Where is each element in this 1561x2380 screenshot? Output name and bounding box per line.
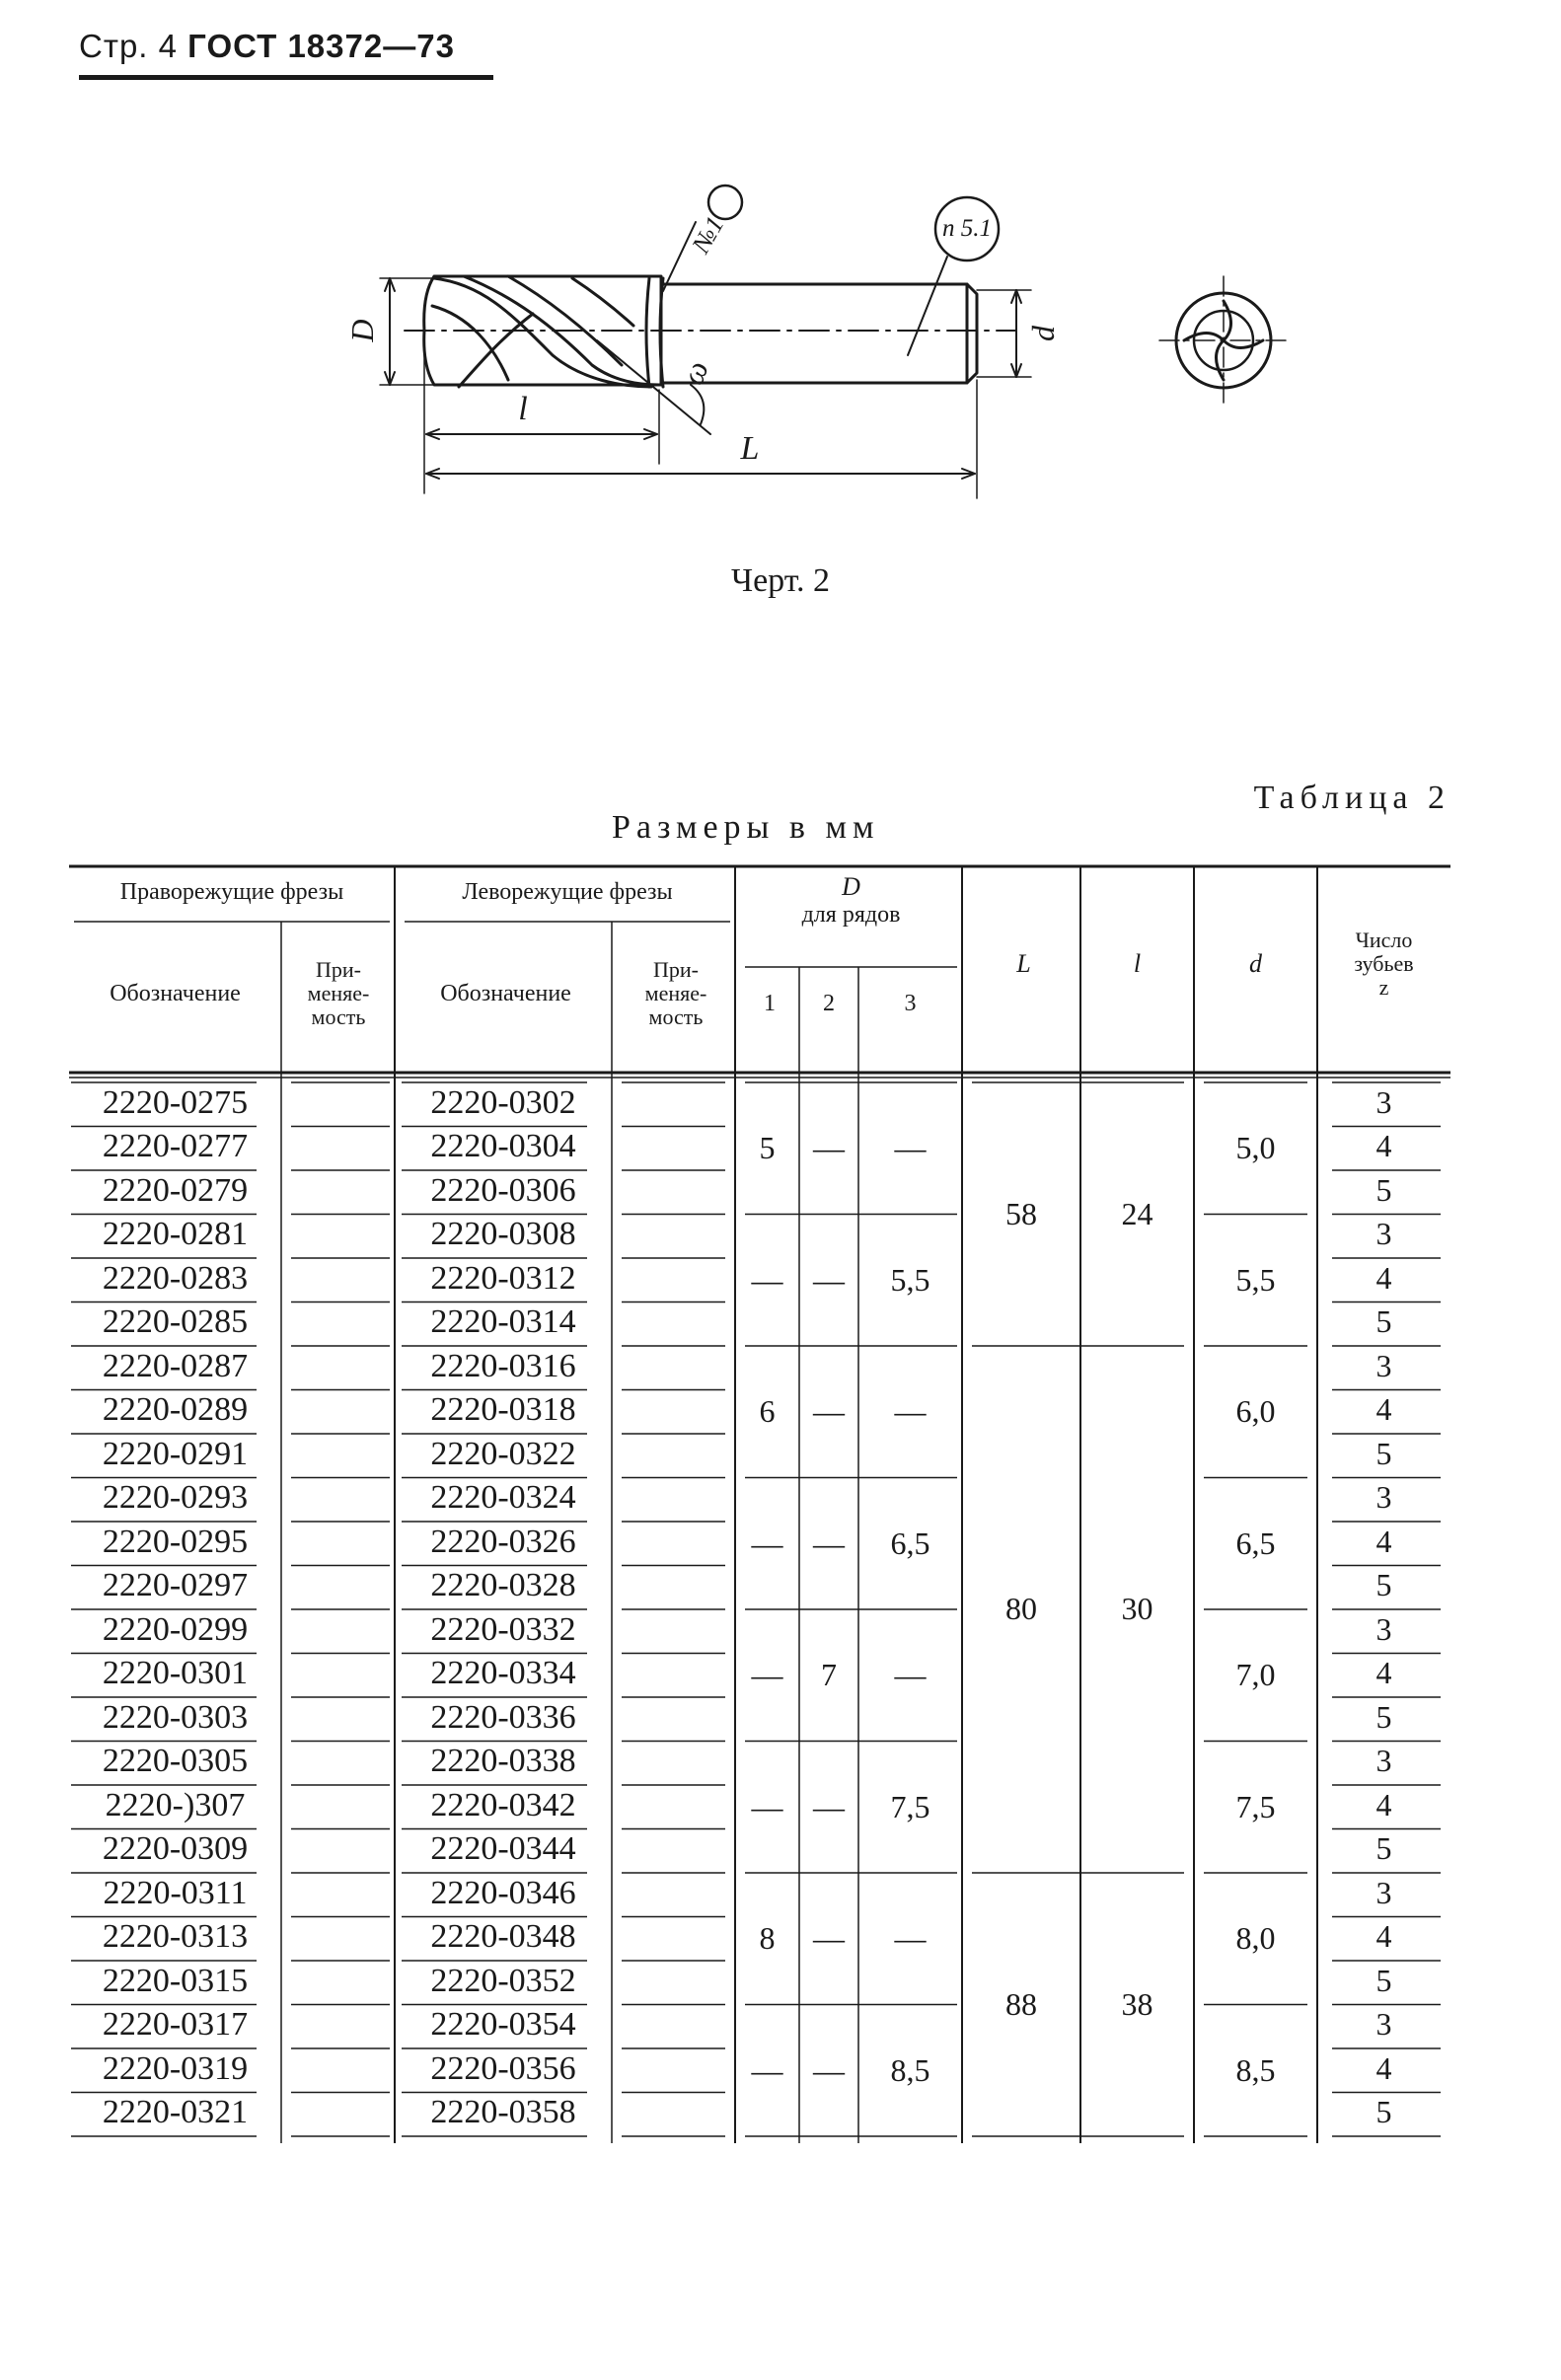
left-cutter-code: 2220-0324 — [430, 1479, 576, 1517]
label-marking: №1 — [686, 211, 730, 259]
left-cutter-code: 2220-0312 — [430, 1259, 576, 1297]
right-cutter-code: 2220-0285 — [102, 1303, 249, 1341]
series-1-value: — — [751, 1525, 783, 1561]
left-cutter-code: 2220-0358 — [430, 2094, 576, 2131]
right-cutter-code: 2220-0283 — [102, 1259, 249, 1297]
series-1-value: — — [751, 1261, 783, 1298]
teeth-count: 5 — [1375, 1830, 1392, 1867]
header-series-2: 2 — [823, 990, 835, 1016]
series-2-value: — — [813, 1525, 845, 1561]
shank-diameter: 7,5 — [1235, 1788, 1276, 1824]
right-cutter-code: 2220-0313 — [102, 1918, 249, 1956]
label-note: п 5.1 — [942, 215, 992, 243]
header-applicability-left: При- меняе- мость — [644, 956, 707, 1030]
teeth-count: 4 — [1375, 1391, 1392, 1428]
left-cutter-code: 2220-0304 — [430, 1128, 576, 1165]
teeth-count: 4 — [1375, 1128, 1392, 1164]
flute-curve — [432, 306, 508, 380]
left-cutter-code: 2220-0314 — [430, 1303, 576, 1341]
shank-diameter: 5,5 — [1235, 1261, 1276, 1298]
series-1-value: 5 — [759, 1130, 776, 1166]
right-cutter-code: 2220-0303 — [102, 1698, 249, 1736]
left-cutter-code: 2220-0352 — [430, 1962, 576, 1999]
teeth-count: 3 — [1375, 1083, 1392, 1120]
series-3-value: 6,5 — [890, 1525, 930, 1561]
header-d: d — [1249, 948, 1262, 978]
right-cutter-code: 2220-0281 — [102, 1216, 249, 1253]
teeth-count: 4 — [1375, 1786, 1392, 1822]
right-cutter-code: 2220-0311 — [103, 1874, 248, 1911]
series-3-value: — — [894, 1130, 927, 1166]
series-3-value: — — [894, 1393, 927, 1430]
units-note: Размеры в мм — [612, 809, 880, 846]
label-omega: ω — [674, 356, 716, 390]
shank-diameter: 8,5 — [1235, 2051, 1276, 2088]
total-length: 88 — [1005, 1985, 1037, 2022]
shank-diameter: 5,0 — [1235, 1130, 1276, 1166]
teeth-count: 3 — [1375, 1347, 1392, 1383]
left-cutter-code: 2220-0318 — [430, 1391, 576, 1429]
shank-diameter: 6,0 — [1235, 1393, 1276, 1430]
shank-diameter: 7,0 — [1235, 1657, 1276, 1693]
teeth-count: 3 — [1375, 1479, 1392, 1516]
teeth-count: 5 — [1375, 1435, 1392, 1471]
label-l: l — [518, 391, 528, 428]
header-teeth: Число зубьев z — [1354, 927, 1414, 1001]
right-cutter-code: 2220-0321 — [102, 2094, 249, 2131]
series-1-value: — — [751, 1788, 783, 1824]
teeth-count: 3 — [1375, 1743, 1392, 1779]
left-cutter-code: 2220-0326 — [430, 1523, 576, 1560]
right-cutter-code: 2220-0277 — [102, 1128, 249, 1165]
header-applicability-right: При- меняе- мость — [307, 956, 370, 1030]
series-2-value: — — [813, 1261, 845, 1298]
right-cutter-code: 2220-0317 — [102, 2006, 249, 2044]
header-designation-left: Обозначение — [440, 980, 571, 1006]
teeth-count: 3 — [1375, 1216, 1392, 1252]
right-cutter-code: 2220-0315 — [102, 1962, 249, 1999]
right-cutter-code: 2220-0291 — [102, 1435, 249, 1472]
series-3-value: 5,5 — [890, 1261, 930, 1298]
header-designation-right: Обозначение — [110, 980, 241, 1006]
teeth-count: 5 — [1375, 2094, 1392, 2130]
header-right-cutters: Праворежущие фрезы — [119, 878, 344, 905]
teeth-count: 4 — [1375, 1523, 1392, 1559]
left-cutter-code: 2220-0344 — [430, 1830, 576, 1868]
teeth-count: 5 — [1375, 1303, 1392, 1340]
label-D: D — [344, 319, 381, 342]
right-cutter-code: 2220-0293 — [102, 1479, 249, 1517]
teeth-count: 4 — [1375, 1259, 1392, 1296]
right-cutter-code: 2220-0299 — [102, 1610, 249, 1648]
right-cutter-code: 2220-0301 — [102, 1655, 249, 1692]
neck — [646, 278, 649, 387]
header-D-symbol: D — [842, 871, 860, 901]
left-cutter-code: 2220-0348 — [430, 1918, 576, 1956]
table-label: Таблица 2 — [1253, 780, 1450, 816]
total-length: 58 — [1005, 1195, 1037, 1231]
right-cutter-code: 2220-0275 — [102, 1083, 249, 1121]
series-3-value: — — [894, 1920, 927, 1957]
teeth-count: 5 — [1375, 1698, 1392, 1735]
label-d: d — [1025, 326, 1062, 341]
header-text — [79, 28, 493, 65]
left-cutter-code: 2220-0356 — [430, 2049, 576, 2087]
header-series-1: 1 — [764, 990, 776, 1016]
flute-curve — [434, 278, 651, 387]
technical-drawing — [296, 168, 1332, 523]
left-cutter-code: 2220-0316 — [430, 1347, 576, 1384]
right-cutter-code: 2220-0319 — [102, 2049, 249, 2087]
header-D-series: для рядов — [801, 901, 901, 928]
teeth-count: 5 — [1375, 1171, 1392, 1208]
series-1-value: — — [751, 1657, 783, 1693]
series-3-value: 8,5 — [890, 2051, 930, 2088]
header-L: L — [1016, 948, 1031, 978]
right-cutter-code: 2220-0295 — [102, 1523, 249, 1560]
flute-curve — [572, 278, 633, 326]
teeth-count: 3 — [1375, 1610, 1392, 1647]
shank-diameter: 6,5 — [1235, 1525, 1276, 1561]
left-cutter-code: 2220-0302 — [430, 1083, 576, 1121]
series-2-value: — — [813, 1920, 845, 1957]
right-cutter-code: 2220-0309 — [102, 1830, 249, 1868]
page-number: Стр. 4 — [79, 28, 178, 64]
teeth-count: 4 — [1375, 2049, 1392, 2086]
teeth-count: 3 — [1375, 1874, 1392, 1910]
left-cutter-code: 2220-0334 — [430, 1655, 576, 1692]
label-L: L — [740, 430, 760, 468]
right-cutter-code: 2220-0305 — [102, 1743, 249, 1780]
left-cutter-code: 2220-0328 — [430, 1567, 576, 1604]
series-1-value: 8 — [759, 1920, 776, 1957]
standard-number: ГОСТ 18372—73 — [187, 28, 455, 64]
series-3-value: — — [894, 1657, 927, 1693]
left-cutter-code: 2220-0354 — [430, 2006, 576, 2044]
left-cutter-code: 2220-0336 — [430, 1698, 576, 1736]
teeth-count: 5 — [1375, 1962, 1392, 1998]
right-cutter-code: 2220-0279 — [102, 1171, 249, 1209]
series-2-value: — — [813, 1130, 845, 1166]
right-cutter-code: 2220-0289 — [102, 1391, 249, 1429]
right-cutter-code: 2220-)307 — [105, 1786, 246, 1823]
left-cutter-code: 2220-0332 — [430, 1610, 576, 1648]
end-mill-drawing — [296, 168, 1332, 523]
teeth-count: 4 — [1375, 1655, 1392, 1691]
cutting-length: 30 — [1121, 1591, 1153, 1627]
total-length: 80 — [1005, 1591, 1037, 1627]
teeth-count: 5 — [1375, 1567, 1392, 1603]
series-2-value: — — [813, 1788, 845, 1824]
cutting-length: 38 — [1121, 1985, 1153, 2022]
teeth-count: 3 — [1375, 2006, 1392, 2043]
series-1-value: — — [751, 2051, 783, 2088]
left-cutter-code: 2220-0338 — [430, 1743, 576, 1780]
series-2-value: — — [813, 2051, 845, 2088]
series-1-value: 6 — [759, 1393, 776, 1430]
header-series-3: 3 — [904, 990, 917, 1016]
dimensions-table — [69, 860, 1450, 2143]
right-cutter-code: 2220-0297 — [102, 1567, 249, 1604]
header-l: l — [1133, 948, 1142, 978]
note-leader — [908, 257, 947, 355]
shank-diameter: 8,0 — [1235, 1920, 1276, 1957]
header-left-cutters: Леворежущие фрезы — [462, 878, 673, 905]
figure-caption: Черт. 2 — [730, 562, 831, 599]
left-cutter-code: 2220-0322 — [430, 1435, 576, 1472]
left-cutter-code: 2220-0342 — [430, 1786, 576, 1823]
teeth-count: 4 — [1375, 1918, 1392, 1955]
right-cutter-code: 2220-0287 — [102, 1347, 249, 1384]
header-rule — [79, 75, 493, 80]
cutting-length: 24 — [1121, 1195, 1153, 1231]
series-3-value: 7,5 — [890, 1788, 930, 1824]
series-2-value: 7 — [821, 1657, 837, 1693]
left-cutter-code: 2220-0306 — [430, 1171, 576, 1209]
neck — [660, 278, 663, 387]
series-2-value: — — [813, 1393, 845, 1430]
page-header — [79, 28, 493, 80]
left-cutter-code: 2220-0346 — [430, 1874, 576, 1911]
left-cutter-code: 2220-0308 — [430, 1216, 576, 1253]
